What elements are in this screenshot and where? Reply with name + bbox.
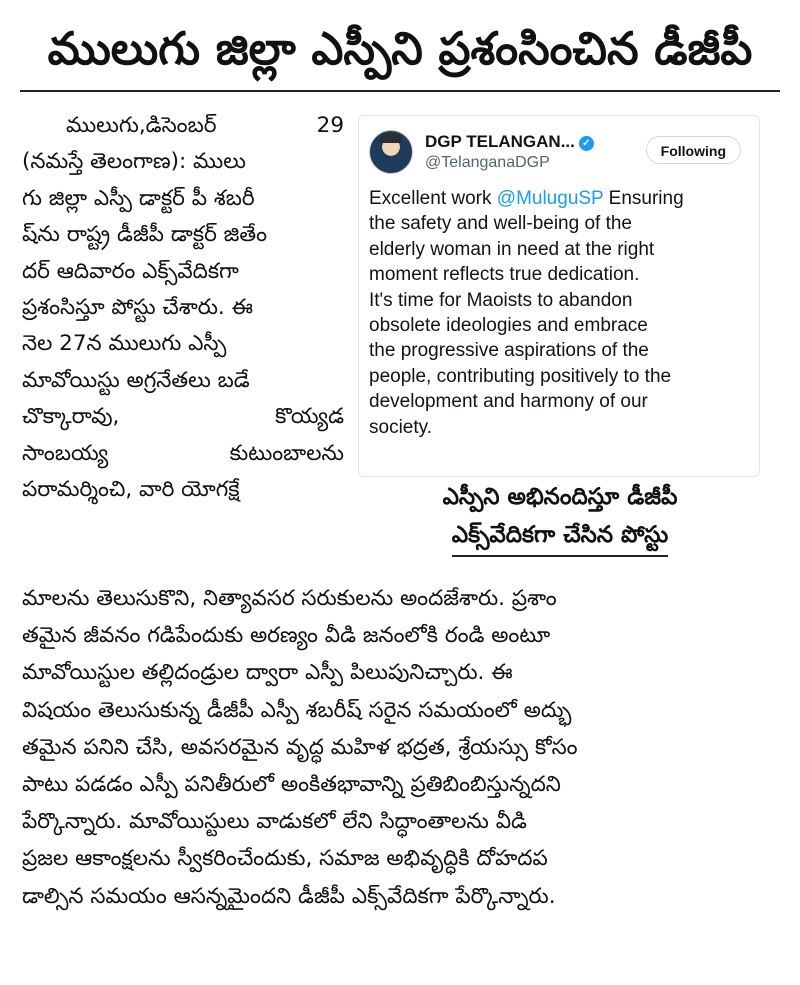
article-body-full-width bbox=[22, 580, 778, 915]
article-line: మావోయిస్టుల తల్లిదండ్రుల ద్వారా ఎస్పీ పిలుపునిచ్చారు. ఈ bbox=[22, 660, 513, 686]
article-line-text: దర్ ఆదివారం ఎక్స్‌వేదికగా bbox=[22, 258, 239, 284]
article-line: డాల్సిన సమయం ఆసన్నమైందని డీజీపీ ఎక్స్‌వేదికగా పేర్కొన్నారు. bbox=[22, 883, 556, 909]
tweet-line-text: the progressive aspirations of the bbox=[369, 340, 649, 362]
tweet-line-text: Excellent work bbox=[369, 188, 497, 209]
article-line bbox=[22, 290, 344, 326]
article-line bbox=[22, 363, 344, 399]
article-line: పాటు పడడం ఎస్పీ పనితీరులో అంకితభావాన్ని ప్రతిబింబిస్తున్నదని bbox=[22, 771, 561, 797]
article-line: తమైన జీవనం గడిపేందుకు అరణ్యం వీడి జనంలోకి రండి అంటూ bbox=[22, 623, 551, 649]
tweet-author-name-text[interactable]: DGP TELANGAN... bbox=[425, 132, 575, 151]
article-line: విషయం తెలుసుకున్న డీజీపీ ఎస్పీ శబరీష్ సరైన సమయంలో అద్భు bbox=[22, 697, 572, 723]
tweet-line-text: people, contributing positively to the bbox=[369, 365, 672, 387]
tweet-line-text: society. bbox=[369, 416, 433, 438]
tweet-line-text: moment reflects true dedication. bbox=[369, 264, 640, 286]
caption-line-2: ఎక్స్‌వేదికగా చేసిన పోస్టు bbox=[452, 516, 669, 557]
following-button[interactable]: Following bbox=[646, 136, 741, 164]
article-line-text: గు జిల్లా ఎస్పీ డాక్టర్ పీ శబరీ bbox=[22, 185, 255, 211]
tweet-line-text: development and harmony of our bbox=[369, 391, 648, 413]
tweet-line bbox=[369, 237, 754, 262]
article-line bbox=[22, 436, 344, 472]
article-line-text: పరామర్శించి, వారి యోగక్షే bbox=[22, 476, 240, 502]
tweet-author-name[interactable] bbox=[425, 132, 594, 152]
tweet-line bbox=[369, 186, 754, 211]
article-line-text: ములుగు,డిసెంబర్ bbox=[66, 113, 217, 138]
article-line bbox=[22, 108, 344, 144]
article-line: ప్రజల ఆకాంక్షలను స్వీకరించేందుకు, సమాజ అభివృద్ధికి దోహదప bbox=[22, 846, 548, 872]
article-line bbox=[22, 472, 344, 508]
headline: ములుగు జిల్లా ఎస్పీని ప్రశంసించిన డీజీపీ bbox=[47, 22, 753, 75]
article-line-text: నెల 27న ములుగు ఎస్పీ bbox=[22, 331, 227, 357]
tweet-line bbox=[369, 211, 754, 236]
article-line bbox=[22, 217, 344, 253]
tweet-line bbox=[369, 364, 754, 389]
article-line bbox=[22, 181, 344, 217]
article-line-text: కుటుంబాలను bbox=[229, 440, 344, 466]
headline-divider bbox=[20, 90, 780, 92]
tweet-line bbox=[369, 389, 754, 414]
profile-avatar[interactable] bbox=[369, 130, 413, 174]
article-line bbox=[22, 399, 344, 435]
article-line: తమైన పనిని చేసి, అవసరమైన వృద్ధ మహిళ భద్రత, శ్రేయస్సు కోసం bbox=[22, 734, 578, 760]
tweet-line bbox=[369, 415, 754, 440]
article-line-text: మావోయిస్టు అగ్రనేతలు బడే bbox=[22, 367, 250, 393]
article-line-text: కొయ్యడ bbox=[275, 404, 344, 430]
article-line-text: ష్‌ను రాష్ట్ర డీజీపీ డాక్టర్ జితేం bbox=[22, 222, 268, 248]
verified-badge-icon: ✓ bbox=[579, 136, 594, 151]
article-line: మాలను తెలుసుకొని, నిత్యావసర సరుకులను అందజేశారు. ప్రశాం bbox=[22, 586, 557, 611]
tweet-caption bbox=[360, 478, 760, 557]
tweet-line-text: the safety and well-being of the bbox=[369, 213, 633, 235]
tweet-text bbox=[369, 186, 754, 440]
tweet-line-text: Ensuring bbox=[603, 188, 684, 209]
article-line-text: 29 bbox=[316, 113, 344, 138]
caption-line-1: ఎస్పీని అభినందిస్తూ డీజీపీ bbox=[442, 484, 678, 510]
article-line-text: (నమస్తే తెలంగాణ): ములు bbox=[22, 149, 246, 175]
tweet-line bbox=[369, 262, 754, 287]
tweet-line bbox=[369, 338, 754, 363]
article-line: పేర్కొన్నారు. మావోయిస్టులు వాడుకలో లేని సిద్ధాంతాలను వీడి bbox=[22, 809, 527, 835]
article-line-text: ప్రశంసిస్తూ పోస్టు చేశారు. ఈ bbox=[22, 294, 253, 320]
article-line bbox=[22, 144, 344, 180]
tweet-line-text: elderly woman in need at the right bbox=[369, 238, 655, 260]
tweet-line-text: obsolete ideologies and embrace bbox=[369, 314, 648, 336]
article-line bbox=[22, 254, 344, 290]
tweet-line-text: It's time for Maoists to abandon bbox=[369, 289, 633, 311]
tweet-author-handle[interactable]: @TelanganaDGP bbox=[425, 154, 550, 171]
tweet-mention-link[interactable]: @MuluguSP bbox=[496, 188, 604, 209]
article-line-text: చొక్కారావు, bbox=[22, 404, 120, 430]
article-column-left bbox=[22, 108, 344, 508]
tweet-line bbox=[369, 288, 754, 313]
article-line bbox=[22, 326, 344, 362]
embedded-tweet-card[interactable] bbox=[358, 115, 760, 477]
tweet-line bbox=[369, 313, 754, 338]
article-line-text: సాంబయ్య bbox=[22, 440, 109, 466]
